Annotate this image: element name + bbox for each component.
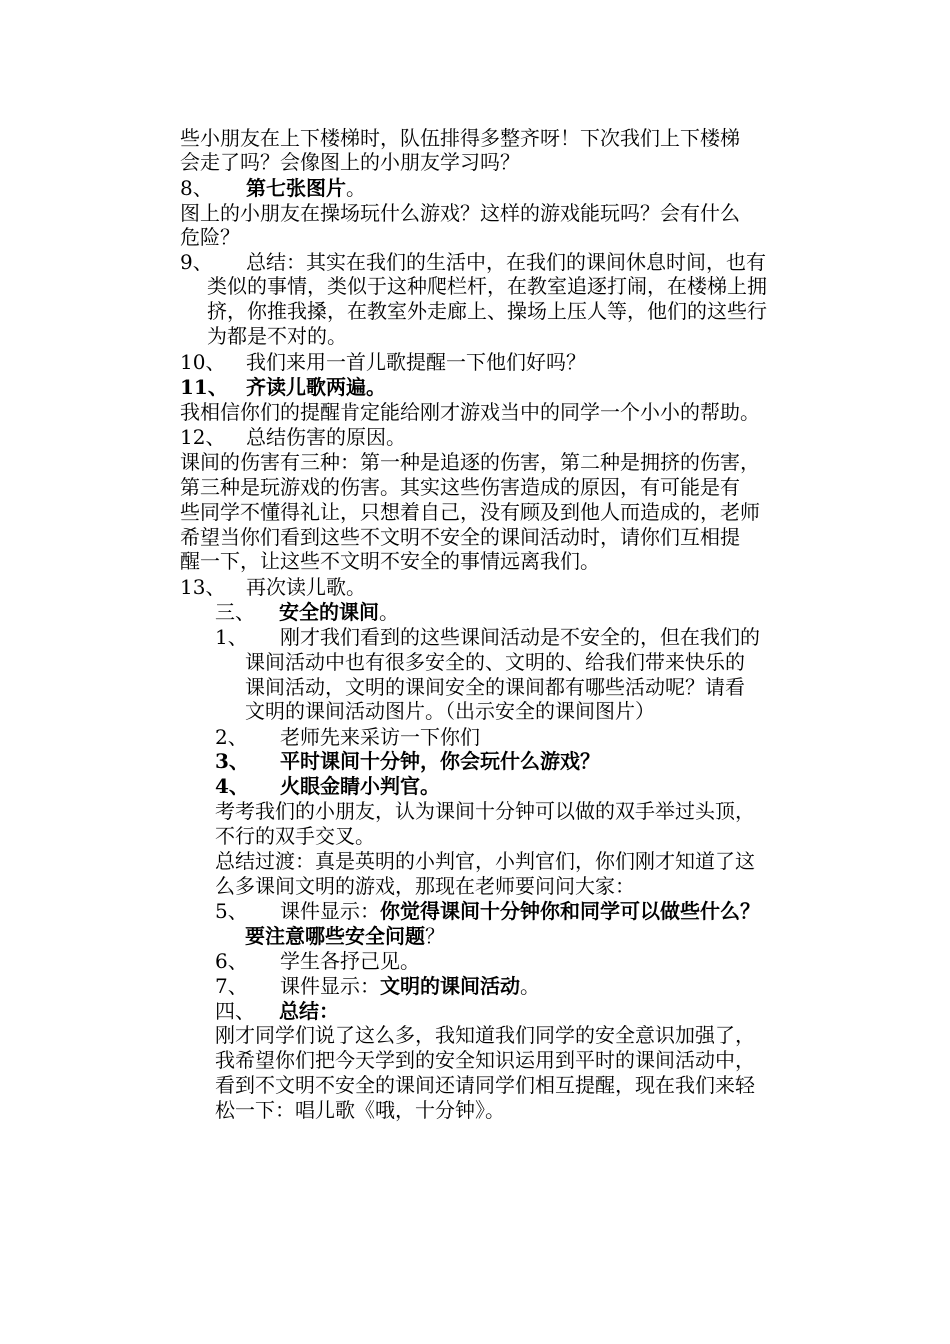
- paragraph-line: 第三种是玩游戏的伤害。其实这些伤害造成的原因，有可能是有: [180, 475, 740, 499]
- list-number: 11、: [180, 375, 228, 399]
- list-text: 学生各抒己见。: [280, 949, 420, 973]
- paragraph-line: 课间活动中也有很多安全的、文明的、给我们带来快乐的: [245, 650, 745, 674]
- list-item-10: [180, 350, 586, 374]
- paragraph-line: 些小朋友在上下楼梯时，队伍排得多整齐呀！下次我们上下楼梯: [180, 126, 740, 150]
- list-item-13: [180, 575, 366, 599]
- paragraph-line: 醒一下，让这些不文明不安全的事情远离我们。: [180, 549, 600, 573]
- paragraph-line: 么多课间文明的游戏，那现在老师要问问大家：: [215, 874, 635, 898]
- list-text: 我们来用一首儿歌提醒一下他们好吗？: [246, 350, 586, 374]
- paragraph-line: 希望当你们看到这些不文明不安全的课间活动时，请你们互相提: [180, 525, 740, 549]
- paragraph-line: 图上的小朋友在操场玩什么游戏？这样的游戏能玩吗？会有什么: [180, 201, 740, 225]
- list-text: 平时课间十分钟，你会玩什么游戏？: [280, 749, 600, 773]
- paragraph-line: 危险？: [180, 225, 240, 249]
- list-text: 课件显示：你觉得课间十分钟你和同学可以做些什么？: [280, 899, 760, 923]
- paragraph-line: 要注意哪些安全问题？: [245, 924, 445, 948]
- section-heading-3: [215, 600, 399, 624]
- list-number: 3、: [215, 749, 249, 773]
- paragraph-line: 考考我们的小朋友，认为课间十分钟可以做的双手举过头顶，: [215, 799, 755, 823]
- section-number: 三、: [215, 600, 255, 624]
- list-item-2: [215, 725, 480, 749]
- list-item-3: [215, 749, 600, 773]
- list-item-12: [180, 425, 406, 449]
- paragraph-line: 总结过渡：真是英明的小判官，小判官们，你们刚才知道了这: [215, 849, 755, 873]
- paragraph-line: 刚才同学们说了这么多，我知道我们同学的安全意识加强了，: [215, 1023, 755, 1047]
- section-number: 四、: [215, 999, 255, 1023]
- list-number: 4、: [215, 774, 249, 798]
- section-title: 总结：: [279, 999, 339, 1023]
- list-item-8: [180, 176, 366, 200]
- paragraph-line: 会走了吗？会像图上的小朋友学习吗？: [180, 150, 520, 174]
- list-item-1: [215, 625, 760, 649]
- paragraph-line: 文明的课间活动图片。（出示安全的课间图片）: [245, 699, 655, 723]
- list-item-7: [215, 974, 540, 998]
- list-number: 2、: [215, 725, 248, 749]
- list-number: 5、: [215, 899, 248, 923]
- paragraph-line: 为都是不对的。: [207, 324, 347, 348]
- list-number: 6、: [215, 949, 248, 973]
- paragraph-line: 不行的双手交叉。: [215, 824, 375, 848]
- list-item-5: [215, 899, 760, 923]
- list-number: 13、: [180, 575, 226, 599]
- list-text: 火眼金睛小判官。: [280, 774, 440, 798]
- paragraph-line: 松一下：唱儿歌《哦，十分钟》。: [215, 1098, 505, 1122]
- paragraph-line: 些同学不懂得礼让，只想着自己，没有顾及到他人而造成的，老师: [180, 500, 760, 524]
- list-item-4: [215, 774, 440, 798]
- list-text: 总结伤害的原因。: [246, 425, 406, 449]
- list-number: 12、: [180, 425, 226, 449]
- list-text: 总结：其实在我们的生活中，在我们的课间休息时间，也有: [246, 250, 766, 274]
- list-text: 老师先来采访一下你们: [280, 725, 480, 749]
- list-text: 课件显示：文明的课间活动。: [280, 974, 540, 998]
- section-title: 安全的课间。: [279, 600, 399, 624]
- list-item-6: [215, 949, 420, 973]
- paragraph-line: 我希望你们把今天学到的安全知识运用到平时的课间活动中，: [215, 1048, 755, 1072]
- list-text: 第七张图片。: [246, 176, 366, 200]
- list-number: 1、: [215, 625, 248, 649]
- list-number: 7、: [215, 974, 248, 998]
- paragraph-line: 我相信你们的提醒肯定能给刚才游戏当中的同学一个小小的帮助。: [180, 400, 760, 424]
- list-text: 刚才我们看到的这些课间活动是不安全的，但在我们的: [280, 625, 760, 649]
- paragraph-line: 看到不文明不安全的课间还请同学们相互提醒，现在我们来轻: [215, 1073, 755, 1097]
- list-text: 再次读儿歌。: [246, 575, 366, 599]
- section-heading-4: [215, 999, 339, 1023]
- paragraph-line: 课间的伤害有三种：第一种是追逐的伤害，第二种是拥挤的伤害，: [180, 450, 760, 474]
- list-text: 齐读儿歌两遍。: [246, 375, 386, 399]
- list-number: 10、: [180, 350, 226, 374]
- list-number: 9、: [180, 250, 213, 274]
- list-number: 8、: [180, 176, 213, 200]
- list-item-11: [180, 375, 386, 399]
- paragraph-line: 类似的事情，类似于这种爬栏杆，在教室追逐打闹，在楼梯上拥: [207, 274, 767, 298]
- paragraph-line: 课间活动，文明的课间安全的课间都有哪些活动呢？请看: [245, 675, 745, 699]
- paragraph-line: 挤，你推我搡，在教室外走廊上、操场上压人等，他们的这些行: [207, 299, 767, 323]
- list-item-9: [180, 250, 766, 274]
